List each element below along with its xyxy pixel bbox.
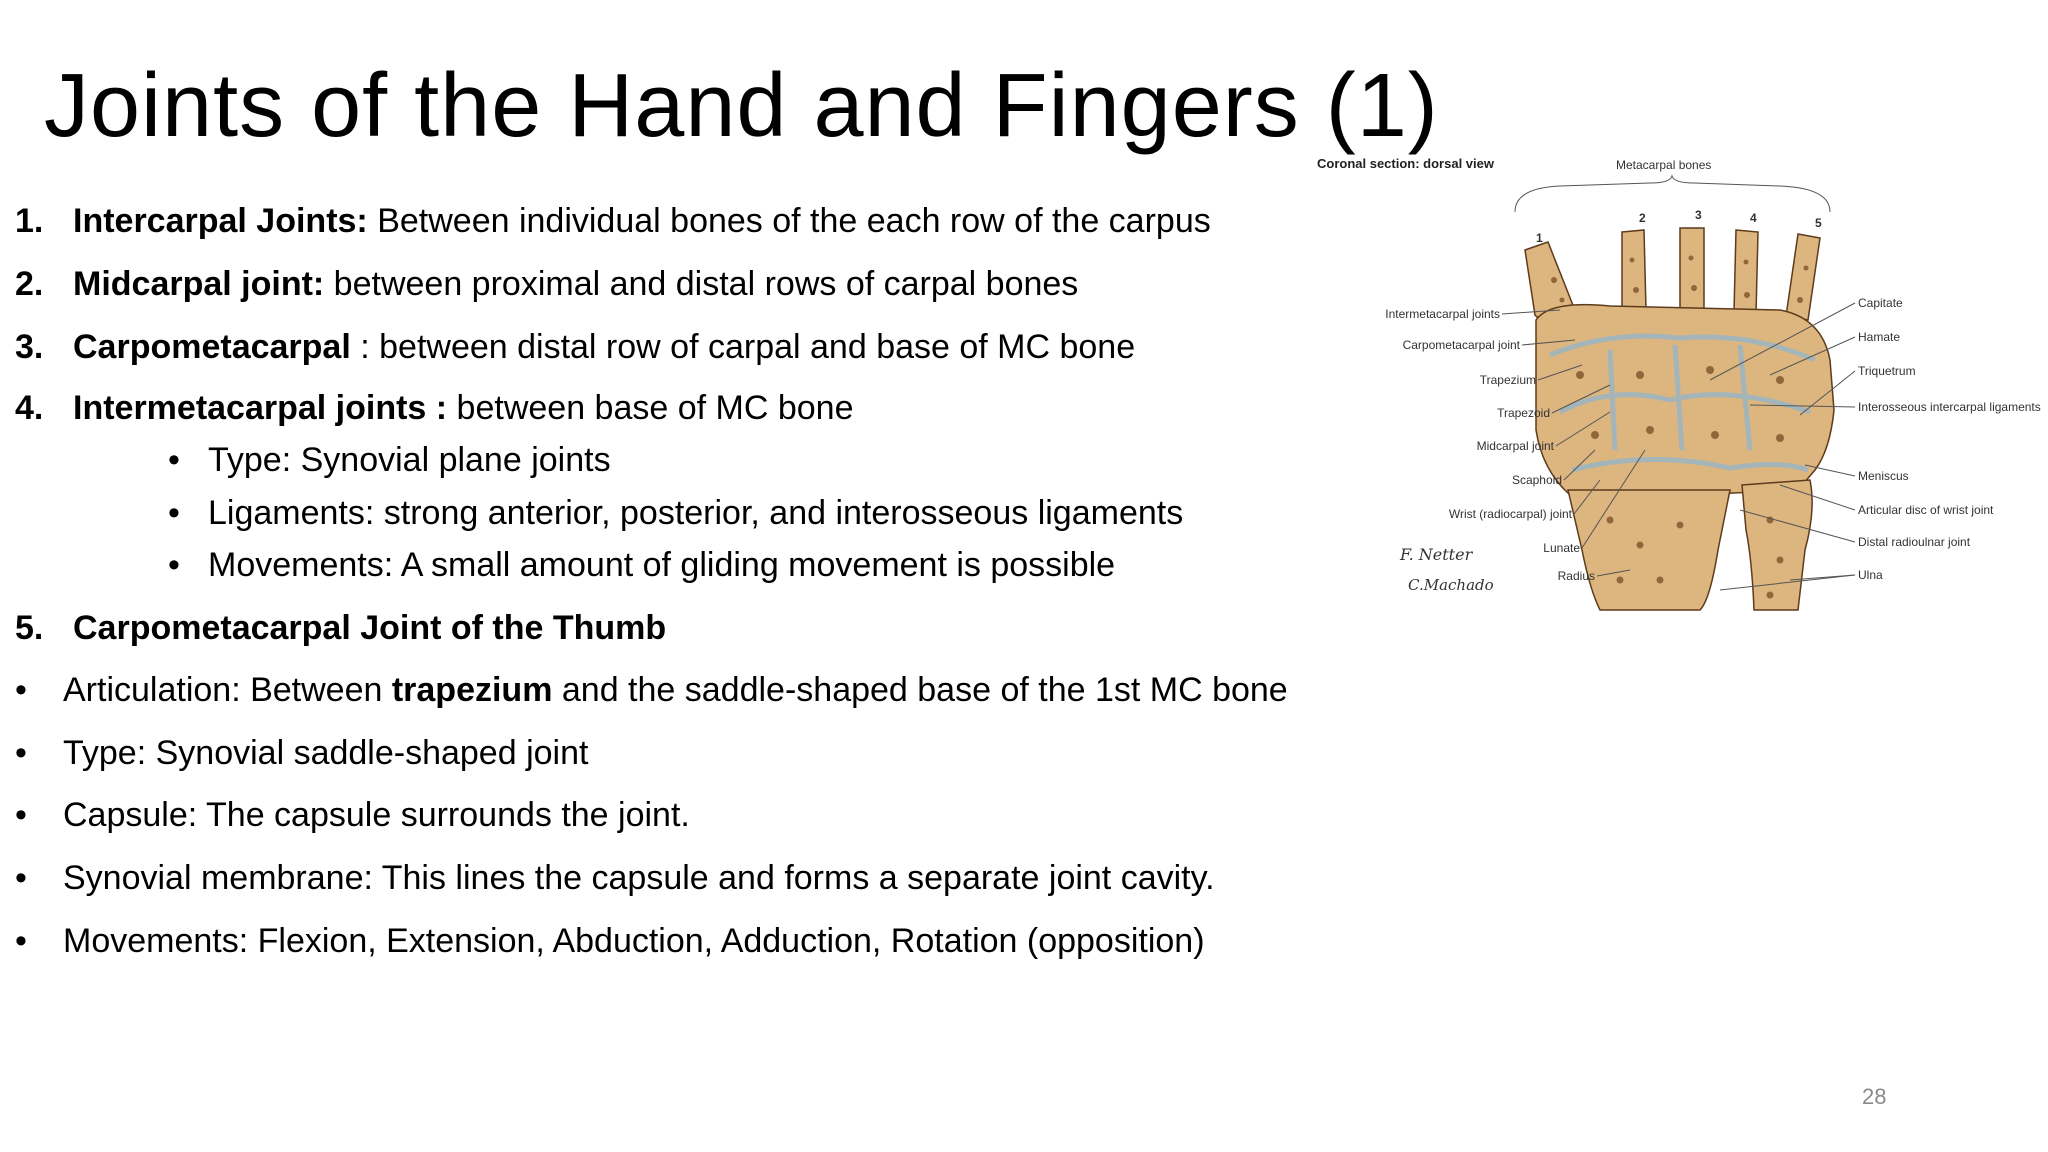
bullet-glyph: • [168, 546, 180, 584]
list-item-heading: Intermetacarpal joints : [73, 389, 448, 427]
label-triquetrum: Triquetrum [1858, 364, 1916, 378]
bullet-text: Type: Synovial saddle-shaped joint [63, 734, 589, 772]
label-capitate: Capitate [1858, 296, 1903, 310]
bullet-bold-text: trapezium [391, 671, 553, 709]
digit-number: 2 [1639, 211, 1646, 225]
label-distal-radioulnar-joint: Distal radioulnar joint [1858, 535, 1971, 549]
list-item-heading: Midcarpal joint: [73, 265, 325, 303]
label-meniscus: Meniscus [1858, 469, 1909, 483]
label-radius: Radius [1557, 569, 1595, 583]
list-item-heading: Intercarpal Joints: [73, 202, 368, 240]
list-number: 1. [15, 202, 44, 240]
artist-signature: C.Machado [1408, 576, 1494, 594]
bullet-text: Articulation: Between [63, 671, 392, 709]
artist-signature: F. Netter [1400, 545, 1473, 564]
list-item-text: : between distal row of carpal and base of MC bone [350, 328, 1136, 366]
page-number: 28 [1862, 1084, 1887, 1109]
label-trapezium: Trapezium [1479, 373, 1536, 387]
bullet-text: Movements: Flexion, Extension, Abduction, Adduction, Rotation (opposition) [63, 922, 1205, 960]
list-number: 4. [15, 389, 44, 427]
bullet-glyph: • [15, 922, 27, 960]
wrist-anatomy-figure [1310, 150, 2048, 630]
list-number: 3. [15, 328, 44, 366]
bullet-text: Synovial membrane: This lines the capsule and forms a separate joint cavity. [63, 859, 1215, 897]
slide-title: Joints of the Hand and Fingers (1) [44, 56, 1439, 156]
list-number: 2. [15, 265, 44, 303]
list-item-text: between base of MC bone [447, 389, 854, 427]
wrist-illustration [1310, 150, 2048, 630]
digit-number: 4 [1750, 211, 1757, 225]
bullet-glyph: • [168, 494, 180, 532]
label-ulna: Ulna [1858, 568, 1883, 582]
label-intermetacarpal-joints: Intermetacarpal joints [1385, 307, 1500, 321]
figure-title: Coronal section: dorsal view [1317, 156, 1494, 171]
list-number: 5. [15, 609, 44, 647]
label-scaphoid: Scaphoid [1511, 473, 1562, 487]
bullet-text: Capsule: The capsule surrounds the joint. [63, 796, 690, 834]
sub-bullet-text: Movements: A small amount of gliding movement is possible [208, 546, 1116, 584]
metacarpal-label: Metacarpal bones [1616, 158, 1712, 172]
sub-bullet-text: Type: Synovial plane joints [208, 441, 611, 479]
bullet-text: and the saddle-shaped base of the 1st MC bone [552, 671, 1288, 709]
digit-number: 3 [1695, 208, 1702, 222]
label-carpometacarpal-joint: Carpometacarpal joint [1402, 338, 1520, 352]
digit-number: 5 [1815, 216, 1822, 230]
list-item-heading: Carpometacarpal Joint of the Thumb [73, 609, 667, 647]
bullet-glyph: • [15, 859, 27, 897]
label-interosseous-ligaments: Interosseous intercarpal ligaments [1858, 400, 2041, 414]
list-item-text: between proximal and distal rows of carpal bones [324, 265, 1079, 303]
label-hamate: Hamate [1858, 330, 1901, 344]
bullet-glyph: • [15, 671, 27, 709]
label-wrist-joint: Wrist (radiocarpal) joint [1448, 507, 1572, 521]
list-item-text: Between individual bones of the each row of the carpus [367, 202, 1211, 240]
bullet-glyph: • [15, 734, 27, 772]
label-trapezoid: Trapezoid [1497, 406, 1550, 420]
list-item-heading: Carpometacarpal [73, 328, 351, 366]
label-articular-disc: Articular disc of wrist joint [1858, 503, 1994, 517]
bullet-glyph: • [15, 796, 27, 834]
bullet-glyph: • [168, 441, 180, 479]
label-lunate: Lunate [1543, 541, 1580, 555]
digit-number: 1 [1536, 231, 1543, 245]
sub-bullet-text: Ligaments: strong anterior, posterior, and interosseous ligaments [208, 494, 1184, 532]
label-midcarpal-joint: Midcarpal joint [1476, 439, 1554, 453]
